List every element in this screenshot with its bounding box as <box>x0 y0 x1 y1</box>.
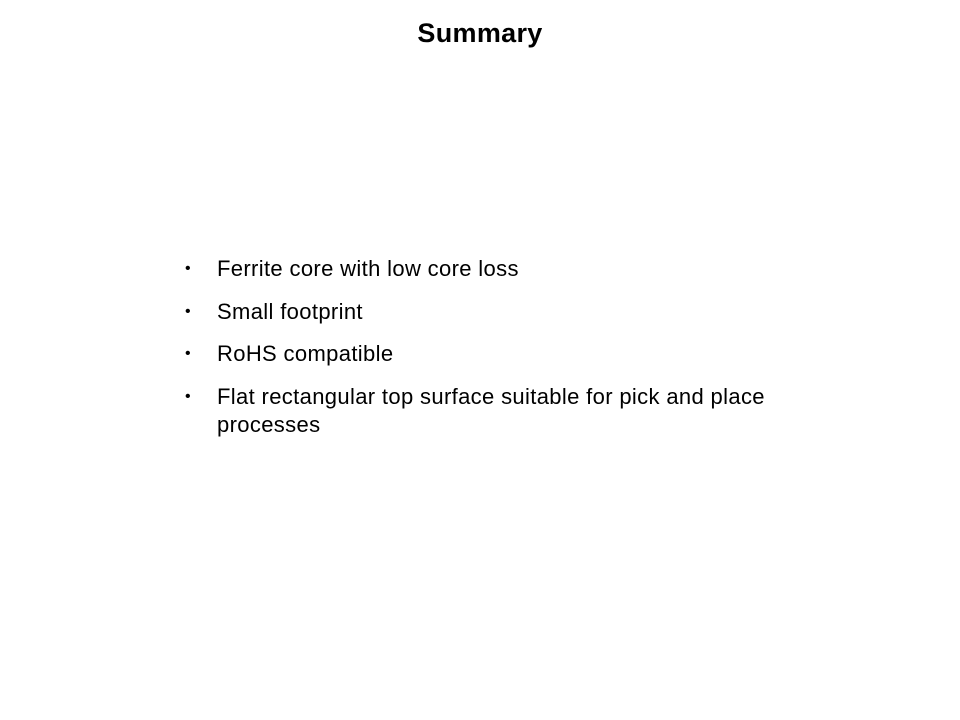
bullet-item <box>185 383 825 439</box>
bullet-icon: • <box>185 260 191 277</box>
bullet-text: RoHS compatible <box>217 341 394 366</box>
bullet-text: Small footprint <box>217 298 363 324</box>
bullet-text: Ferrite core with low core loss <box>217 256 519 281</box>
bullet-icon: • <box>185 345 191 362</box>
bullet-item <box>185 255 825 283</box>
bullet-text: Flat rectangular top surface suitable for pick and place processes <box>217 383 765 437</box>
bullet-list <box>185 255 825 453</box>
bullet-icon: • <box>185 387 191 405</box>
bullet-icon: • <box>185 302 191 320</box>
bullet-item <box>185 340 825 368</box>
bullet-item <box>185 298 825 326</box>
slide-title: Summary <box>417 18 543 48</box>
